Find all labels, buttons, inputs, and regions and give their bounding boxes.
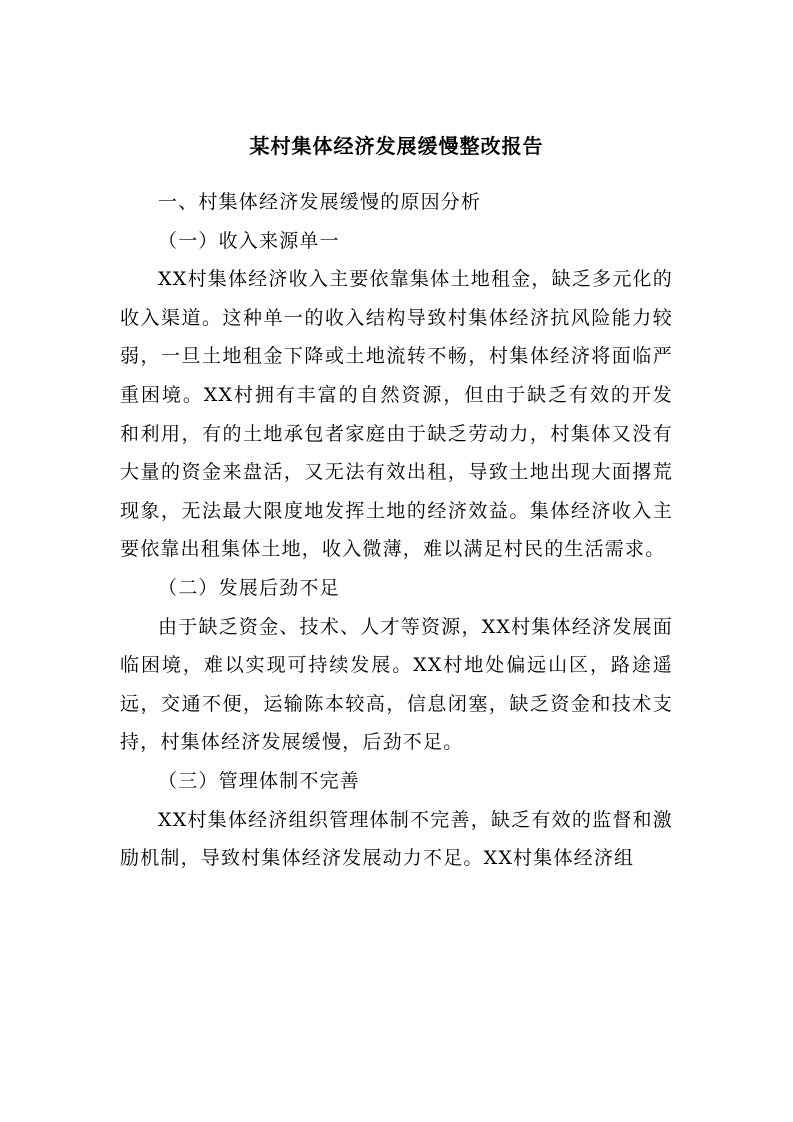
section-heading: 一、村集体经济发展缓慢的原因分析: [158, 191, 482, 213]
subsection-heading: （二）发展后劲不足: [158, 576, 340, 599]
document-body: [120, 183, 673, 878]
body-paragraph: 由于缺乏资金、技术、人才等资源，XX村集体经济发展面临困境，难以实现可持续发展。XX村地处偏远山区，路途遥远，交通不便，运输陈本较高，信息闭塞，缺乏资金和技术支持，村集体经济发展缓慢，后劲不足。: [120, 615, 673, 754]
document-title: 某村集体经济发展缓慢整改报告: [249, 134, 544, 158]
subsection-heading: （一）收入来源单一: [158, 229, 340, 252]
body-paragraph: XX村集体经济组织管理体制不完善，缺乏有效的监督和激励机制，导致村集体经济发展动力不足。XX村集体经济组: [120, 808, 673, 870]
subsection-heading: （三）管理体制不完善: [158, 769, 361, 792]
body-paragraph: XX村集体经济收入主要依靠集体土地租金，缺乏多元化的收入渠道。这种单一的收入结构导致村集体经济抗风险能力较弱，一旦土地租金下降或土地流转不畅，村集体经济将面临严重困境。XX村拥有丰富的自然资源，但由于缺乏有效的开发和利用，有的土地承包者家庭由于缺乏劳动力，村集体又没有大量的资金来盘活，又无法有效出租，导致土地出现大面撂荒现象，无法最大限度地发挥土地的经济效益。集体经济收入主要依靠出租集体土地，收入微薄，难以满足村民的生活需求。: [120, 268, 673, 561]
